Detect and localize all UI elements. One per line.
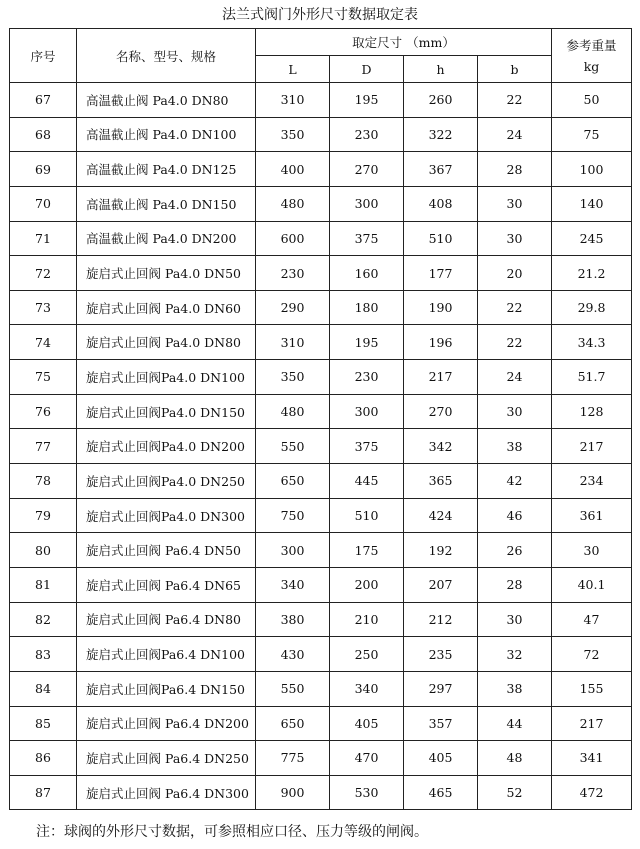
cell-weight: 341	[552, 741, 632, 776]
cell-weight: 29.8	[552, 290, 632, 325]
cell-d: 180	[330, 290, 404, 325]
cell-d: 175	[330, 533, 404, 568]
cell-d: 530	[330, 775, 404, 810]
table-row	[10, 221, 632, 256]
cell-weight: 234	[552, 464, 632, 499]
cell-weight: 21.2	[552, 256, 632, 291]
cell-d: 230	[330, 117, 404, 152]
cell-h: 408	[404, 186, 478, 221]
cell-h: 270	[404, 394, 478, 429]
cell-l: 310	[256, 83, 330, 118]
table-row	[10, 83, 632, 118]
cell-name: 高温截止阀 Pa4.0 DN80	[77, 83, 256, 118]
cell-h: 367	[404, 152, 478, 187]
cell-d: 300	[330, 186, 404, 221]
cell-l: 310	[256, 325, 330, 360]
cell-index: 71	[10, 221, 77, 256]
table-row	[10, 602, 632, 637]
cell-h: 235	[404, 637, 478, 672]
cell-weight: 40.1	[552, 567, 632, 602]
table-row	[10, 671, 632, 706]
cell-b: 30	[478, 221, 552, 256]
cell-h: 192	[404, 533, 478, 568]
cell-b: 22	[478, 325, 552, 360]
cell-index: 70	[10, 186, 77, 221]
cell-d: 340	[330, 671, 404, 706]
cell-b: 22	[478, 290, 552, 325]
cell-index: 74	[10, 325, 77, 360]
cell-b: 32	[478, 637, 552, 672]
cell-b: 22	[478, 83, 552, 118]
cell-weight: 128	[552, 394, 632, 429]
table-row	[10, 567, 632, 602]
cell-l: 480	[256, 186, 330, 221]
cell-d: 200	[330, 567, 404, 602]
cell-name: 旋启式止回阀Pa4.0 DN200	[77, 429, 256, 464]
table-row	[10, 706, 632, 741]
cell-name: 旋启式止回阀Pa4.0 DN100	[77, 360, 256, 395]
cell-index: 82	[10, 602, 77, 637]
cell-l: 650	[256, 464, 330, 499]
header-h: h	[404, 56, 478, 83]
cell-l: 400	[256, 152, 330, 187]
cell-d: 300	[330, 394, 404, 429]
cell-weight: 51.7	[552, 360, 632, 395]
cell-d: 250	[330, 637, 404, 672]
header-name: 名称、型号、规格	[77, 29, 256, 83]
cell-h: 196	[404, 325, 478, 360]
cell-b: 46	[478, 498, 552, 533]
cell-index: 76	[10, 394, 77, 429]
cell-name: 高温截止阀 Pa4.0 DN150	[77, 186, 256, 221]
cell-l: 775	[256, 741, 330, 776]
cell-b: 38	[478, 671, 552, 706]
cell-name: 旋启式止回阀 Pa6.4 DN250	[77, 741, 256, 776]
cell-weight: 30	[552, 533, 632, 568]
cell-h: 322	[404, 117, 478, 152]
cell-name: 旋启式止回阀 Pa4.0 DN50	[77, 256, 256, 291]
table-row	[10, 464, 632, 499]
cell-weight: 47	[552, 602, 632, 637]
header-weight	[552, 29, 632, 83]
header-weight-unit: kg	[583, 58, 600, 74]
header-index: 序号	[10, 29, 77, 83]
cell-h: 465	[404, 775, 478, 810]
cell-l: 900	[256, 775, 330, 810]
table-row	[10, 741, 632, 776]
cell-weight: 155	[552, 671, 632, 706]
cell-name: 旋启式止回阀Pa4.0 DN300	[77, 498, 256, 533]
header-d: D	[330, 56, 404, 83]
cell-d: 160	[330, 256, 404, 291]
cell-l: 750	[256, 498, 330, 533]
cell-name: 旋启式止回阀 Pa4.0 DN60	[77, 290, 256, 325]
table-row	[10, 152, 632, 187]
header-row-top	[10, 29, 632, 56]
cell-weight: 361	[552, 498, 632, 533]
cell-d: 445	[330, 464, 404, 499]
cell-index: 72	[10, 256, 77, 291]
cell-d: 230	[330, 360, 404, 395]
cell-index: 77	[10, 429, 77, 464]
cell-d: 375	[330, 429, 404, 464]
cell-b: 24	[478, 117, 552, 152]
cell-h: 365	[404, 464, 478, 499]
cell-name: 旋启式止回阀 Pa6.4 DN65	[77, 567, 256, 602]
cell-name: 旋启式止回阀Pa4.0 DN150	[77, 394, 256, 429]
cell-index: 81	[10, 567, 77, 602]
cell-h: 510	[404, 221, 478, 256]
cell-l: 550	[256, 429, 330, 464]
cell-d: 405	[330, 706, 404, 741]
cell-index: 80	[10, 533, 77, 568]
cell-index: 86	[10, 741, 77, 776]
cell-l: 600	[256, 221, 330, 256]
table-row	[10, 637, 632, 672]
cell-d: 210	[330, 602, 404, 637]
table-row	[10, 290, 632, 325]
cell-h: 207	[404, 567, 478, 602]
cell-l: 380	[256, 602, 330, 637]
spec-table	[9, 28, 632, 810]
cell-index: 85	[10, 706, 77, 741]
cell-d: 195	[330, 83, 404, 118]
cell-name: 旋启式止回阀Pa4.0 DN250	[77, 464, 256, 499]
cell-b: 30	[478, 186, 552, 221]
cell-name: 旋启式止回阀 Pa4.0 DN80	[77, 325, 256, 360]
cell-b: 26	[478, 533, 552, 568]
cell-name: 高温截止阀 Pa4.0 DN200	[77, 221, 256, 256]
cell-weight: 72	[552, 637, 632, 672]
cell-d: 270	[330, 152, 404, 187]
cell-l: 350	[256, 360, 330, 395]
cell-index: 73	[10, 290, 77, 325]
table-row	[10, 360, 632, 395]
cell-d: 195	[330, 325, 404, 360]
cell-weight: 34.3	[552, 325, 632, 360]
cell-l: 350	[256, 117, 330, 152]
cell-weight: 100	[552, 152, 632, 187]
cell-weight: 217	[552, 706, 632, 741]
header-l: L	[256, 56, 330, 83]
cell-index: 69	[10, 152, 77, 187]
cell-l: 300	[256, 533, 330, 568]
cell-b: 42	[478, 464, 552, 499]
cell-l: 340	[256, 567, 330, 602]
table-row	[10, 256, 632, 291]
cell-weight: 245	[552, 221, 632, 256]
cell-l: 290	[256, 290, 330, 325]
cell-h: 212	[404, 602, 478, 637]
cell-d: 470	[330, 741, 404, 776]
cell-b: 30	[478, 394, 552, 429]
cell-l: 430	[256, 637, 330, 672]
cell-index: 87	[10, 775, 77, 810]
cell-b: 44	[478, 706, 552, 741]
cell-l: 480	[256, 394, 330, 429]
cell-weight: 75	[552, 117, 632, 152]
cell-h: 190	[404, 290, 478, 325]
header-b: b	[478, 56, 552, 83]
cell-name: 旋启式止回阀 Pa6.4 DN50	[77, 533, 256, 568]
cell-index: 68	[10, 117, 77, 152]
cell-l: 550	[256, 671, 330, 706]
header-dimensions-group: 取定尺寸 （mm）	[256, 29, 552, 56]
cell-h: 177	[404, 256, 478, 291]
footnote: 注：球阀的外形尺寸数据，可参照相应口径、压力等级的闸阀。	[36, 824, 428, 840]
cell-index: 75	[10, 360, 77, 395]
table-row	[10, 394, 632, 429]
table-row	[10, 498, 632, 533]
table-row	[10, 429, 632, 464]
cell-weight: 472	[552, 775, 632, 810]
header-weight-label: 参考重量	[566, 37, 617, 53]
table-row	[10, 117, 632, 152]
cell-index: 84	[10, 671, 77, 706]
cell-b: 38	[478, 429, 552, 464]
cell-name: 旋启式止回阀 Pa6.4 DN80	[77, 602, 256, 637]
cell-b: 24	[478, 360, 552, 395]
cell-h: 217	[404, 360, 478, 395]
page-title: 法兰式阀门外形尺寸数据取定表	[222, 7, 418, 23]
cell-h: 297	[404, 671, 478, 706]
cell-l: 650	[256, 706, 330, 741]
cell-name: 旋启式止回阀 Pa6.4 DN200	[77, 706, 256, 741]
cell-l: 230	[256, 256, 330, 291]
cell-b: 30	[478, 602, 552, 637]
cell-b: 20	[478, 256, 552, 291]
table-row	[10, 186, 632, 221]
cell-index: 83	[10, 637, 77, 672]
cell-name: 旋启式止回阀Pa6.4 DN150	[77, 671, 256, 706]
cell-h: 260	[404, 83, 478, 118]
cell-h: 424	[404, 498, 478, 533]
cell-name: 旋启式止回阀 Pa6.4 DN300	[77, 775, 256, 810]
cell-index: 79	[10, 498, 77, 533]
cell-h: 342	[404, 429, 478, 464]
table-header	[10, 29, 632, 83]
cell-weight: 50	[552, 83, 632, 118]
cell-weight: 217	[552, 429, 632, 464]
cell-name: 旋启式止回阀Pa6.4 DN100	[77, 637, 256, 672]
table-row	[10, 775, 632, 810]
cell-b: 28	[478, 567, 552, 602]
cell-h: 405	[404, 741, 478, 776]
cell-d: 375	[330, 221, 404, 256]
table-row	[10, 325, 632, 360]
cell-weight: 140	[552, 186, 632, 221]
cell-index: 67	[10, 83, 77, 118]
cell-h: 357	[404, 706, 478, 741]
cell-name: 高温截止阀 Pa4.0 DN100	[77, 117, 256, 152]
cell-name: 高温截止阀 Pa4.0 DN125	[77, 152, 256, 187]
table-row	[10, 533, 632, 568]
table-body	[10, 83, 632, 810]
cell-d: 510	[330, 498, 404, 533]
cell-b: 48	[478, 741, 552, 776]
cell-index: 78	[10, 464, 77, 499]
cell-b: 52	[478, 775, 552, 810]
cell-b: 28	[478, 152, 552, 187]
